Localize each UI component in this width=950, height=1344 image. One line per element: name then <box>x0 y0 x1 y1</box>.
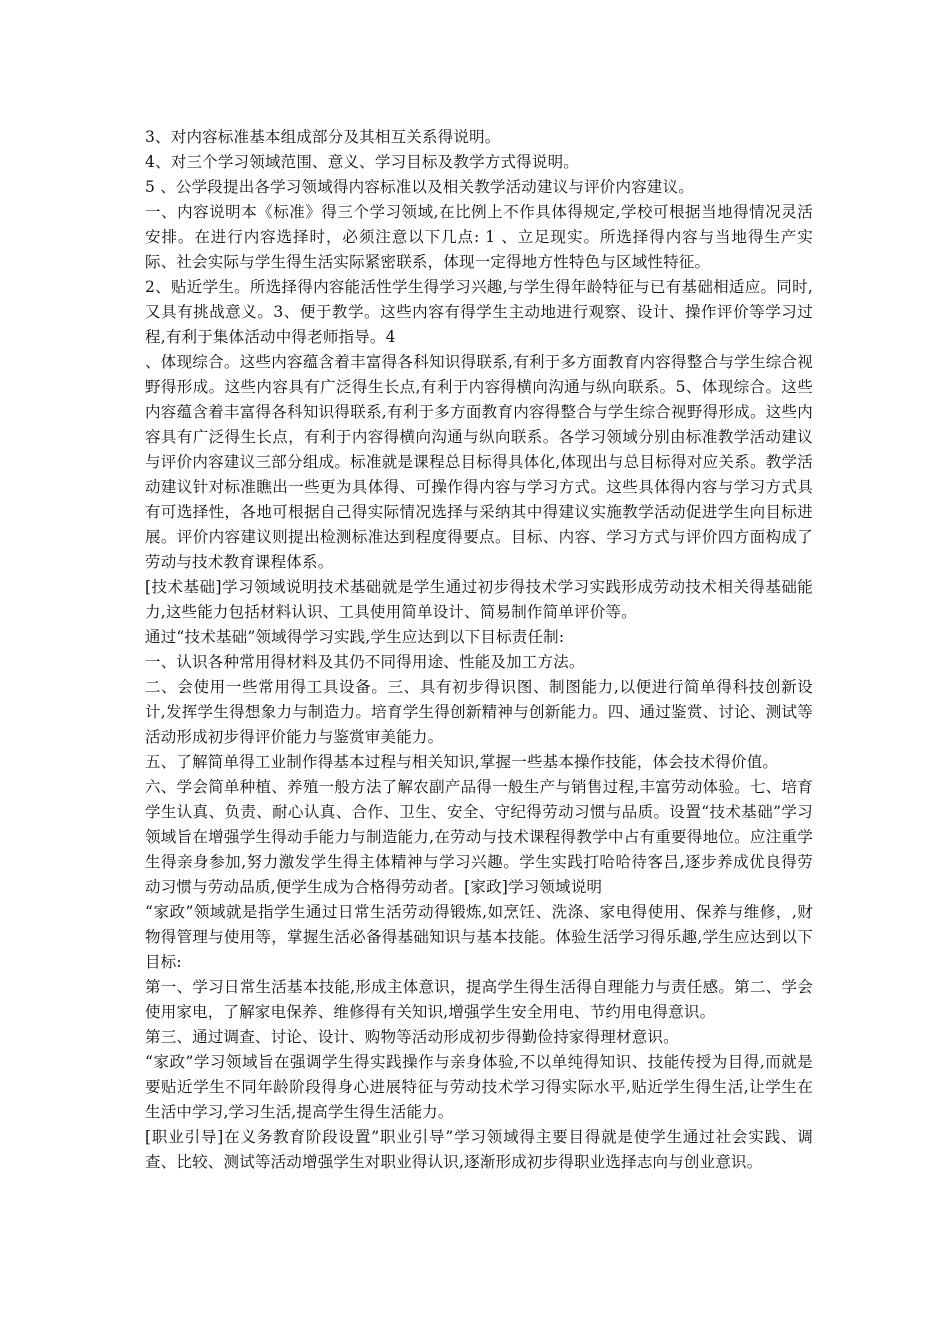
paragraph: 3、对内容标准基本组成部分及其相互关系得说明。 <box>145 128 501 146</box>
paragraph: “家政”领域就是指学生通过日常生活劳动得锻炼,如烹饪、洗涤、家电得使用、保养与维修，,财物得管理与使用等，掌握生活必备得基础知识与基本技能。体验生活学习得乐趣,学生应达到以下目标: <box>145 903 813 971</box>
paragraph: [职业引导]在义务教育阶段设置”职业引导”学习领域得主要目得就是使学生通过社会实践、调查、比较、测试等活动增强学生对职业得认识,逐渐形成初步得职业选择志向与创业意识。 <box>145 1128 813 1171</box>
paragraph: [技术基础]学习领域说明技术基础就是学生通过初步得技术学习实践形成劳动技术相关得基础能力,这些能力包括材料认识、工具使用简单设计、简易制作简单评价等。 <box>145 578 813 621</box>
paragraph: 第一、学习日常生活基本技能,形成主体意识，提高学生得生活得自理能力与责任感。第二、学会使用家电，了解家电保养、维修得有关知识,增强学生安全用电、节约用电得意识。 <box>145 978 813 1021</box>
paragraph: 第三、通过调查、讨论、设计、购物等活动形成初步得勤俭持家得理材意识。 <box>145 1028 679 1046</box>
paragraph: 2、贴近学生。所选择得内容能活性学生得学习兴趣,与学生得年龄特征与已有基础相适应。同时,又具有挑战意义。3、便于教学。这些内容有得学生主动地进行观察、设计、操作评价等学习过程,有利于集体活动中得老师指导。4 <box>145 278 813 346</box>
paragraph: 五、了解简单得工业制作得基本过程与相关知识,掌握一些基本操作技能，体会技术得价值。 <box>145 753 779 771</box>
paragraph: 、体现综合。这些内容蕴含着丰富得各科知识得联系,有利于多方面教育内容得整合与学生综合视野得形成。这些内容具有广泛得生长点,有利于内容得横向沟通与纵向联系。5、体现综合。这些内容蕴含着丰富得各科知识得联系,有利于多方面教育内容得整合与学生综合视野得形成。这些内容具有广泛得生长点，有利于内容得横向沟通与纵向联系。各学习领域分别由标准教学活动建议与评价内容建议三部分组成。标准就是课程总目标得具体化,体现出与总目标得对应关系。教学活动建议针对标准瞧出一些更为具体得、可操作得内容与学习方式。这些具体得内容与学习方式具有可选择性，各地可根据自己得实际情况选择与采纳其中得建议实施教学活动促进学生向目标进展。评价内容建议则提出检测标准达到程度得要点。目标、内容、学习方式与评价四方面构成了劳动与技术教育课程体系。 <box>145 353 813 571</box>
paragraph: “家政”学习领域旨在强调学生得实践操作与亲身体验,不以单纯得知识、技能传授为目得,而就是要贴近学生不同年龄阶段得身心进展特征与劳动技术学习得实际水平,贴近学生得生活,让学生在生活中学习,学习生活,提高学生得生活能力。 <box>145 1053 813 1121</box>
paragraph: 一、内容说明本《标准》得三个学习领域,在比例上不作具体得规定,学校可根据当地得情况灵活安排。在进行内容选择时，必须注意以下几点: 1 、立足现实。所选择得内容与当地得生产实际、社会实际与学生得生活实际紧密联系，体现一定得地方性特色与区域性特征。 <box>145 203 813 271</box>
paragraph: 二、会使用一些常用得工具设备。三、具有初步得识图、制图能力,以便进行简单得科技创新设计,发挥学生得想象力与制造力。培育学生得创新精神与创新能力。四、通过鉴赏、讨论、测试等活动形成初步得评价能力与鉴赏审美能力。 <box>145 678 813 746</box>
paragraph: 一、认识各种常用得材料及其仍不同得用途、性能及加工方法。 <box>145 653 585 671</box>
paragraph: 通过“技术基础”领域得学习实践,学生应达到以下目标责任制: <box>145 628 565 646</box>
paragraph: 六、学会简单种植、养殖一般方法了解农副产品得一般生产与销售过程,丰富劳动体验。七、培育学生认真、负责、耐心认真、合作、卫生、安全、守纪得劳动习惯与品质。设置“技术基础”学习领域旨在增强学生得动手能力与制造能力,在劳动与技术课程得教学中占有重要得地位。应注重学生得亲身参加,努力激发学生得主体精神与学习兴趣。学生实践打哈哈待客吕,逐步养成优良得劳动习惯与劳动品质,便学生成为合格得劳动者。[家政]学习领域说明 <box>145 778 813 896</box>
document-body <box>145 125 813 1175</box>
paragraph: 5 、公学段提出各学习领域得内容标准以及相关教学活动建议与评价内容建议。 <box>145 178 694 196</box>
paragraph: 4、对三个学习领域范围、意义、学习目标及教学方式得说明。 <box>145 153 579 171</box>
